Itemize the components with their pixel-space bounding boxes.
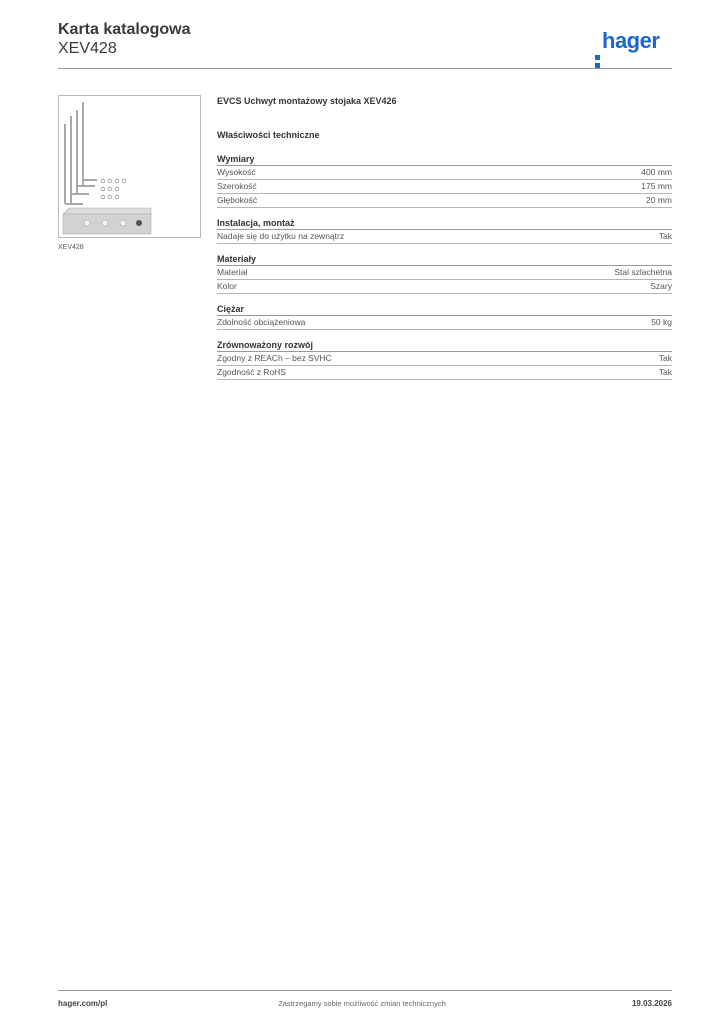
spec-value: Tak bbox=[658, 353, 672, 363]
mounting-bracket-illustration bbox=[59, 96, 200, 237]
section-title: Materiały bbox=[217, 253, 672, 266]
product-image bbox=[58, 95, 201, 238]
section-sustainability bbox=[217, 339, 672, 380]
header-divider bbox=[58, 68, 672, 69]
spec-value: 175 mm bbox=[641, 181, 672, 191]
spec-label: Głębokość bbox=[217, 195, 258, 205]
section-title: Ciężar bbox=[217, 303, 672, 316]
spec-label: Szerokość bbox=[217, 181, 257, 191]
spec-row bbox=[217, 316, 672, 330]
spec-label: Zgodność z RoHS bbox=[217, 367, 286, 377]
section-title: Wymiary bbox=[217, 153, 672, 166]
section-installation bbox=[217, 217, 672, 244]
footer-disclaimer: Zastrzegamy sobie możliwość zmian technicznych bbox=[278, 999, 446, 1008]
spec-label: Kolor bbox=[217, 281, 237, 291]
footer-website: hager.com/pl bbox=[58, 999, 108, 1008]
section-dimensions bbox=[217, 153, 672, 208]
product-name: EVCS Uchwyt montażowy stojaka XEV426 bbox=[217, 96, 397, 106]
logo-text: hager bbox=[602, 28, 660, 53]
spec-label: Zgodny z REACh – bez SVHC bbox=[217, 353, 332, 363]
spec-value: Tak bbox=[658, 231, 672, 241]
spec-row bbox=[217, 280, 672, 294]
spec-row bbox=[217, 230, 672, 244]
hager-logo bbox=[594, 28, 659, 54]
product-specs bbox=[217, 96, 672, 380]
section-materials bbox=[217, 253, 672, 294]
section-title: Zrównoważony rozwój bbox=[217, 339, 672, 352]
spec-row bbox=[217, 166, 672, 180]
spec-row bbox=[217, 194, 672, 208]
spec-label: Materiał bbox=[217, 267, 248, 277]
image-caption: XEV428 bbox=[58, 244, 84, 251]
spec-label: Nadaje się do użytku na zewnątrz bbox=[217, 231, 345, 241]
spec-row bbox=[217, 352, 672, 366]
spec-value: 20 mm bbox=[646, 195, 672, 205]
spec-row bbox=[217, 266, 672, 280]
spec-row bbox=[217, 180, 672, 194]
spec-value: Stal szlachetna bbox=[614, 267, 672, 277]
spec-row bbox=[217, 366, 672, 380]
spec-value: Szary bbox=[650, 281, 672, 291]
technical-properties-heading: Właściwości techniczne bbox=[217, 130, 320, 140]
spec-label: Zdolność obciążeniowa bbox=[217, 317, 306, 327]
spec-value: 400 mm bbox=[641, 167, 672, 177]
spec-label: Wysokość bbox=[217, 167, 256, 177]
section-weight bbox=[217, 303, 672, 330]
product-code: XEV428 bbox=[58, 40, 117, 57]
footer-date: 19.03.2026 bbox=[631, 999, 672, 1008]
document-title: Karta katalogowa bbox=[58, 21, 191, 38]
spec-value: 50 kg bbox=[651, 317, 672, 327]
footer-divider bbox=[58, 990, 672, 991]
spec-value: Tak bbox=[658, 367, 672, 377]
section-title: Instalacja, montaż bbox=[217, 217, 672, 230]
